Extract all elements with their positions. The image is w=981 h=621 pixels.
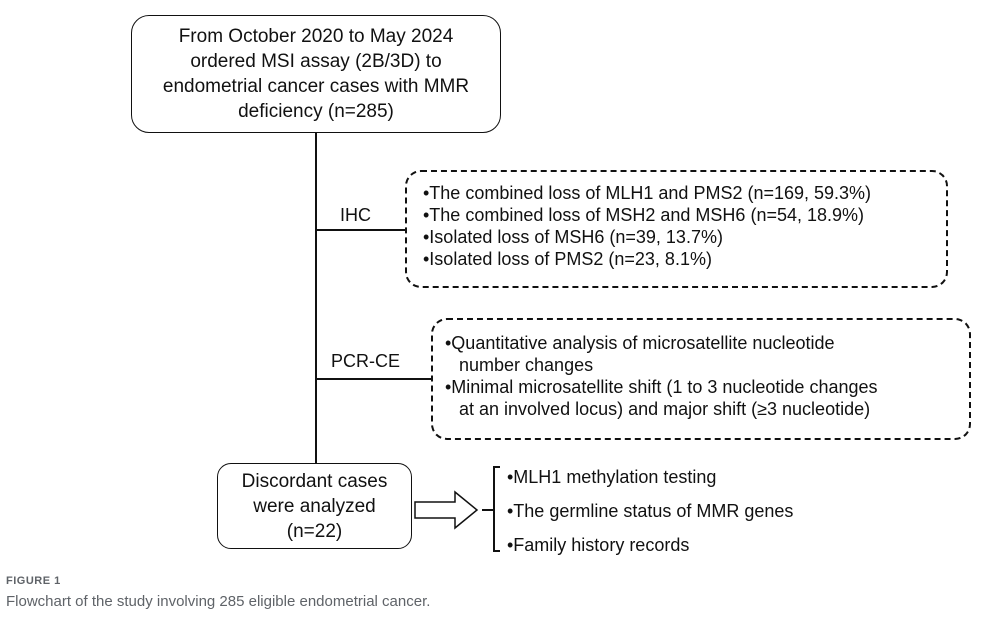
ihc-item: •The combined loss of MSH2 and MSH6 (n=54, 18.9%) [423, 205, 865, 225]
figure-caption: Flowchart of the study involving 285 eligible endometrial cancer. [6, 593, 431, 610]
followup-item: •The germline status of MMR genes [507, 501, 794, 521]
start-box-line: From October 2020 to May 2024 [178, 26, 454, 47]
discordant-box-line: were analyzed [253, 495, 376, 517]
discordant-box [217, 463, 412, 549]
pcr-item: •Minimal microsatellite shift (1 to 3 nucleotide changes [445, 377, 878, 397]
discordant-box-line: (n=22) [286, 520, 343, 542]
start-box-line: deficiency (n=285) [238, 101, 394, 122]
pcr-box [431, 318, 971, 440]
main-connector [315, 133, 317, 463]
followup-item: •MLH1 methylation testing [507, 467, 717, 487]
pcr-item: •Quantitative analysis of microsatellite nucleotide [445, 333, 835, 353]
followup-item: •Family history records [507, 535, 690, 555]
pcr-item: at an involved locus) and major shift (≥3 nucleotide) [459, 399, 871, 419]
ihc-item: •Isolated loss of MSH6 (n=39, 13.7%) [423, 227, 723, 247]
ihc-branch-line [315, 229, 405, 231]
start-box-line: endometrial cancer cases with MMR [162, 76, 470, 97]
ihc-box [405, 170, 948, 288]
bracket-icon [478, 465, 508, 555]
hollow-arrow-icon [413, 490, 483, 530]
ihc-label: IHC [340, 205, 371, 225]
ihc-item: •The combined loss of MLH1 and PMS2 (n=169, 59.3%) [423, 183, 872, 203]
pcr-item: number changes [459, 355, 594, 375]
pcr-branch-line [315, 378, 431, 380]
ihc-item: •Isolated loss of PMS2 (n=23, 8.1%) [423, 249, 712, 269]
figure-label: FIGURE 1 [6, 575, 61, 587]
start-box-line: ordered MSI assay (2B/3D) to [190, 51, 442, 72]
start-box [131, 15, 501, 133]
pcr-label: PCR-CE [331, 351, 401, 371]
discordant-box-line: Discordant cases [241, 470, 388, 492]
